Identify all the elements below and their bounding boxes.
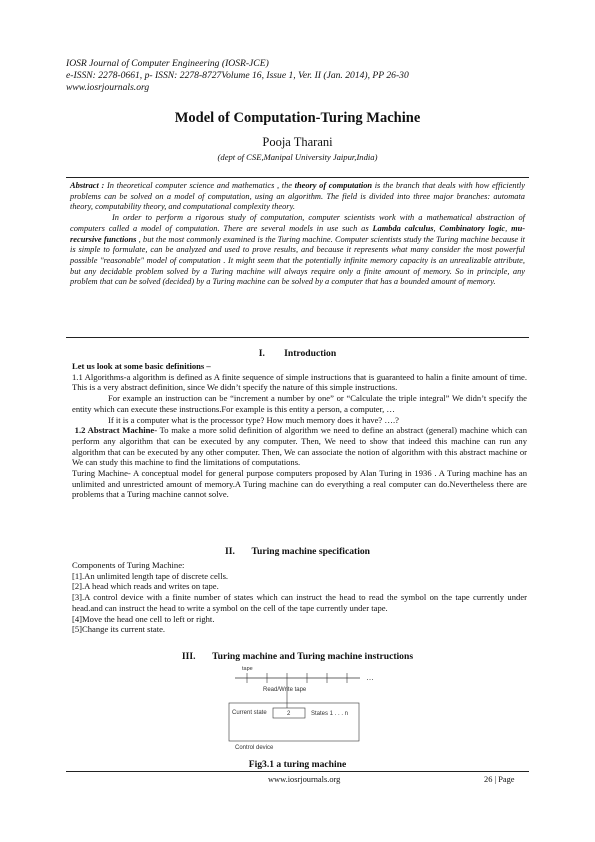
section-heading — [0, 348, 595, 359]
abstract-text: In theoretical computer science and mathematics , the — [104, 181, 295, 190]
section1-body — [72, 361, 527, 500]
section-title: Turing machine and Turing machine instructions — [212, 651, 414, 662]
abstract-text: , — [433, 223, 440, 233]
tape-label: tape — [242, 666, 253, 672]
list-item: [4]Move the head one cell to left or right. — [72, 613, 215, 624]
paragraph: If it is a computer what is the processor type? How much memory does it have? ….? — [108, 414, 399, 425]
list-item: [2].A head which reads and writes on tape. — [72, 581, 219, 592]
abstract — [70, 181, 525, 288]
current-state-label: Current state — [232, 710, 267, 716]
abstract-text: , but the most commonly examined is the Turing machine. Computer scientists study the Turing machine because it is simple to formulate, can be analyzed and used to prove results, and because it represents what many consider the most powerful possible "reasonable" model of computation . It might seem that the potentially infinite memory capacity is an unrealizable attribute, but any decidable problem solved by a Turing machine will always require only a finite amount of memory. So in principle, any problem that can be solved (decided) by a Turing machine can be solved by a computer that has a bounded amount of memory. — [70, 234, 525, 287]
section-number: I. — [258, 348, 265, 359]
section2-body — [72, 560, 527, 635]
abstract-text: , — [505, 223, 512, 233]
issn-line: e-ISSN: 2278-0661, p- ISSN: 2278-8727Volume 16, Issue 1, Ver. II (Jan. 2014), PP 26-30 — [66, 70, 409, 81]
turing-machine-figure — [225, 664, 385, 754]
abstract-label: Abstract : — [70, 181, 105, 190]
control-device-box — [229, 703, 359, 741]
paper-title: Model of Computation-Turing Machine — [174, 110, 421, 126]
states-label: States 1 . . . n — [311, 711, 349, 717]
section-title: Turing machine specification — [251, 546, 370, 557]
definitions-lead: Let us look at some basic definitions – — [72, 361, 211, 371]
control-device-label: Control device — [235, 745, 274, 751]
figure-caption: Fig3.1 a turing machine — [248, 759, 347, 770]
section-heading — [0, 651, 595, 662]
section-title: Introduction — [284, 348, 337, 359]
abstract-term: Combinatory logic — [439, 223, 506, 233]
current-state-value: 2 — [287, 711, 291, 717]
paragraph: For example an instruction can be “increment a number by one” or “Calculate the triple integral” We didn’t specify the entity which can execute these instructions.For example is this entity a person, a computer, … — [72, 393, 527, 414]
list-item: [5]Change its current state. — [72, 624, 166, 635]
components-lead: Components of Turing Machine: — [72, 560, 185, 570]
abstract-bottom-rule — [66, 337, 529, 338]
abstract-top-rule — [66, 177, 529, 178]
page-number: 26 | Page — [484, 775, 515, 784]
section-number: III. — [181, 651, 196, 662]
paragraph: To make a more solid definition of algorithm we need to define an abstract (general) machine which can perform any algorithm that can be executed by any computer. Then, We need to show that indeed this machine can run any algorithm that can be executed by any other computer. Then, We can associate the notion of algorithm with this abstract machine or We can study this machine to find the limitations of computations. — [72, 425, 527, 468]
list-item: [3].A control device with a finite number of states which can instruct the head to read the symbol on the tape currently under head.and can instruct the head to write a symbol on the cell of the tape currently under tape. — [72, 592, 527, 613]
journal-name: IOSR Journal of Computer Engineering (IOSR-JCE) — [66, 58, 269, 69]
author-affiliation: (dept of CSE,Manipal University Jaipur,India) — [217, 152, 378, 162]
journal-website: www.iosrjournals.org — [66, 82, 150, 93]
paragraph: 1.1 Algorithms-a algorithm is defined as A finite sequence of simple instructions that is guaranteed to halin a finite amount of time. This is a very abstract definition, since We didn’t specify the nature of this simple instructions. — [72, 371, 527, 393]
author-name: Pooja Tharani — [262, 135, 333, 149]
abstract-term: mu-recursive functions — [70, 223, 526, 244]
abstract-term: Lambda calculus — [372, 223, 434, 233]
paragraph: Turing Machine- A conceptual model for general purpose computers proposed by Alan Turing in 1936 . A Turing machine has an unlimited and unrestricted amount of memory.A Turing machine can do everything a real computer can do.Nevertheless there are problems that a Turing machine cannot solve. — [72, 468, 527, 500]
section-heading — [0, 546, 595, 557]
footer-website: www.iosrjournals.org — [268, 775, 341, 784]
list-item: [1].An unlimited length tape of discrete cells. — [72, 570, 229, 581]
rw-tape-label: Read/Write tape — [263, 687, 307, 693]
footer-rule — [66, 771, 529, 772]
abstract-text: In order to perform a rigorous study of computation, computer scientists work with a mathematical abstraction of computers called a model of computation. There are several models in use such as — [70, 213, 525, 233]
abstract-term: theory of computation — [294, 181, 373, 190]
section-number: II. — [224, 546, 235, 557]
tape-continuation: … — [366, 673, 374, 682]
subsection-label: 1.2 Abstract Machine- — [74, 425, 158, 436]
abstract-text: is the branch that deals with how efficiently problems can be solved on a model of computation, using an algorithm. The field is divided into three major branches: automata theory, computability theory, and computational complexity theory. — [70, 181, 525, 212]
